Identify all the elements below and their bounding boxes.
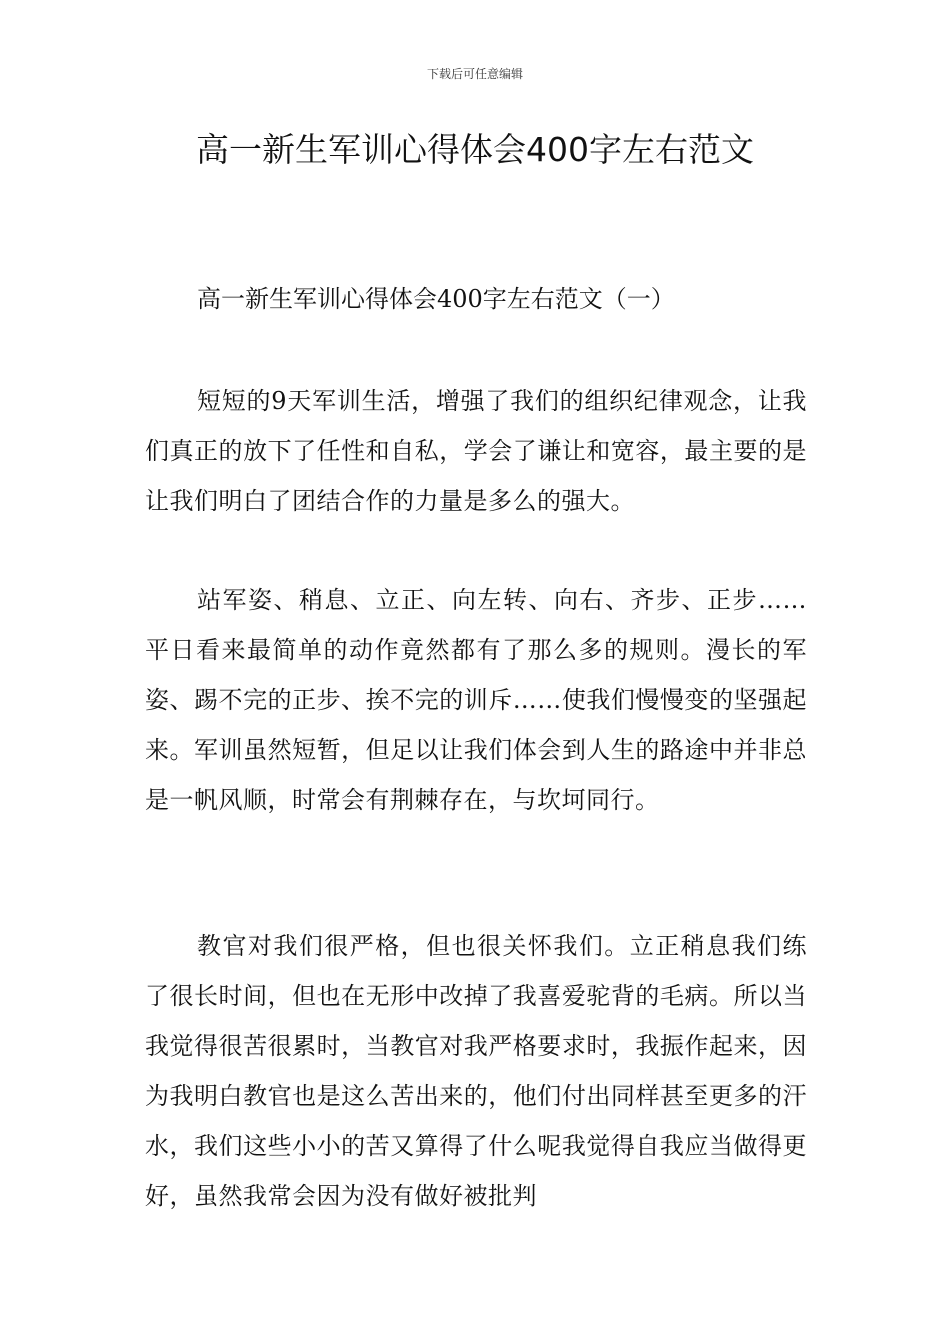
body-paragraph: 短短的9天军训生活，增强了我们的组织纪律观念，让我们真正的放下了任性和自私，学会了谦让和宽容，最主要的是让我们明白了团结合作的力量是多么的强大。 xyxy=(145,387,807,515)
body-paragraph: 站军姿、稍息、立正、向左转、向右、齐步、正步……平日看来最简单的动作竟然都有了那么多的规则。漫长的军姿、踢不完的正步、挨不完的训斥……使我们慢慢变的坚强起来。军训虽然短暂，但足以让我们体会到人生的路途中并非总是一帆风顺，时常会有荆棘存在，与坎坷同行。 xyxy=(145,586,807,814)
header-note: 下载后可任意编辑 xyxy=(426,67,523,81)
section-subtitle: 高一新生军训心得体会400字左右范文（一） xyxy=(197,285,675,313)
document-title: 高一新生军训心得体会400字左右范文 xyxy=(196,130,754,169)
body-paragraph: 教官对我们很严格，但也很关怀我们。立正稍息我们练了很长时间，但也在无形中改掉了我喜爱驼背的毛病。所以当我觉得很苦很累时，当教官对我严格要求时，我振作起来，因为我明白教官也是这么苦出来的，他们付出同样甚至更多的汗水，我们这些小小的苦又算得了什么呢我觉得自我应当做得更好，虽然我常会因为没有做好被批判 xyxy=(145,932,807,1210)
